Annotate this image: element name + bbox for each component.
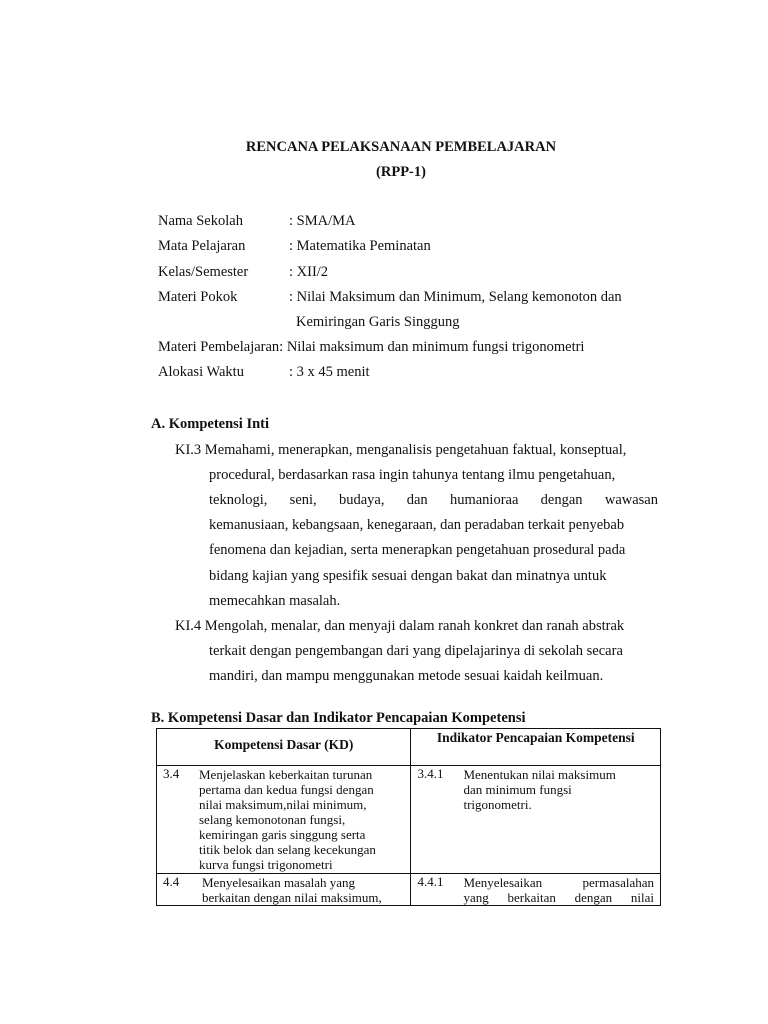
kd-column-header [157, 729, 411, 766]
kd-cell [157, 766, 411, 874]
ipk-text-line: trigonometri. [463, 797, 532, 812]
materi-pembelajaran: Materi Pembelajaran: Nilai maksimum dan minimum fungsi trigonometri [158, 339, 585, 355]
nama-sekolah-value: : SMA/MA [289, 213, 356, 229]
ki3-line: teknologi, seni, budaya, dan humanioraa dengan wawasan [209, 492, 658, 508]
ki3-line: procedural, berdasarkan rasa ingin tahunya tentang ilmu pengetahuan, [209, 467, 616, 483]
kd-text-line: titik belok dan selang kecekungan [199, 842, 376, 857]
ki4-line: mandiri, dan mampu menggunakan metode sesuai kaidah keilmuan. [209, 668, 604, 684]
ipk-number: 4.4.1 [417, 874, 444, 889]
kd-text-line: selang kemonotonan fungsi, [199, 812, 346, 827]
kd-text-line: berkaitan dengan nilai maksimum, [202, 890, 382, 905]
mata-pelajaran-value: : Matematika Peminatan [289, 238, 431, 254]
table-row [157, 874, 661, 906]
kd-text-line: Menyelesaikan masalah yang [202, 875, 356, 890]
ipk-cell [411, 874, 661, 906]
kd-text-line: pertama dan kedua fungsi dengan [199, 782, 374, 797]
alokasi-waktu-label: Alokasi Waktu [158, 364, 244, 380]
document-subtitle: (RPP-1) [376, 164, 426, 180]
ipk-cell [411, 766, 661, 874]
ipk-column-header-text: Indikator Pencapaian Kompetensi [436, 730, 635, 745]
kd-text-line: Menjelaskan keberkaitan turunan [199, 767, 373, 782]
materi-pokok-label: Materi Pokok [158, 289, 238, 305]
table-header-row [157, 729, 661, 766]
kd-column-header-text: Kompetensi Dasar (KD) [214, 737, 354, 752]
materi-pokok-value: : Nilai Maksimum dan Minimum, Selang kemonoton dan [289, 289, 622, 305]
nama-sekolah-label: Nama Sekolah [158, 213, 243, 229]
kelas-semester-value: : XII/2 [289, 264, 329, 280]
alokasi-waktu-value: : 3 x 45 menit [289, 364, 370, 380]
ipk-number: 3.4.1 [417, 766, 444, 781]
section-a-heading: A. Kompetensi Inti [151, 416, 270, 432]
kd-text-line: kurva fungsi trigonometri [199, 857, 333, 872]
kelas-semester-label: Kelas/Semester [158, 264, 249, 280]
ipk-column-header [411, 729, 661, 766]
ki3-line: kemanusiaan, kebangsaan, kenegaraan, dan peradaban terkait penyebab [209, 517, 625, 533]
section-b-heading: B. Kompetensi Dasar dan Indikator Pencapaian Kompetensi [151, 710, 526, 726]
kd-cell [157, 874, 411, 906]
ipk-text-line: Menyelesaikan permasalahan [463, 875, 654, 890]
kd-text-line: nilai maksimum,nilai minimum, [199, 797, 367, 812]
kd-number: 3.4 [163, 766, 180, 781]
ipk-text-line: dan minimum fungsi [463, 782, 572, 797]
kd-number: 4.4 [163, 874, 180, 889]
mata-pelajaran-label: Mata Pelajaran [158, 238, 246, 254]
kd-ipk-table [156, 728, 661, 906]
table-row [157, 766, 661, 874]
materi-pokok-value-cont: Kemiringan Garis Singgung [296, 314, 460, 330]
ki4-line: KI.4 Mengolah, menalar, dan menyaji dalam ranah konkret dan ranah abstrak [175, 618, 625, 634]
ipk-text-line: yang berkaitan dengan nilai [463, 890, 654, 905]
ki3-line: fenomena dan kejadian, serta menerapkan pengetahuan prosedural pada [209, 542, 626, 558]
ipk-text-line: Menentukan nilai maksimum [463, 767, 616, 782]
ki3-line: bidang kajian yang spesifik sesuai dengan bakat dan minatnya untuk [209, 568, 607, 584]
ki3-line: KI.3 Memahami, menerapkan, menganalisis pengetahuan faktual, konseptual, [175, 442, 627, 458]
kd-text-line: kemiringan garis singgung serta [199, 827, 366, 842]
ki4-line: terkait dengan pengembangan dari yang dipelajarinya di sekolah secara [209, 643, 623, 659]
ki3-line: memecahkan masalah. [209, 593, 341, 609]
document-title: RENCANA PELAKSANAAN PEMBELAJARAN [245, 139, 557, 155]
